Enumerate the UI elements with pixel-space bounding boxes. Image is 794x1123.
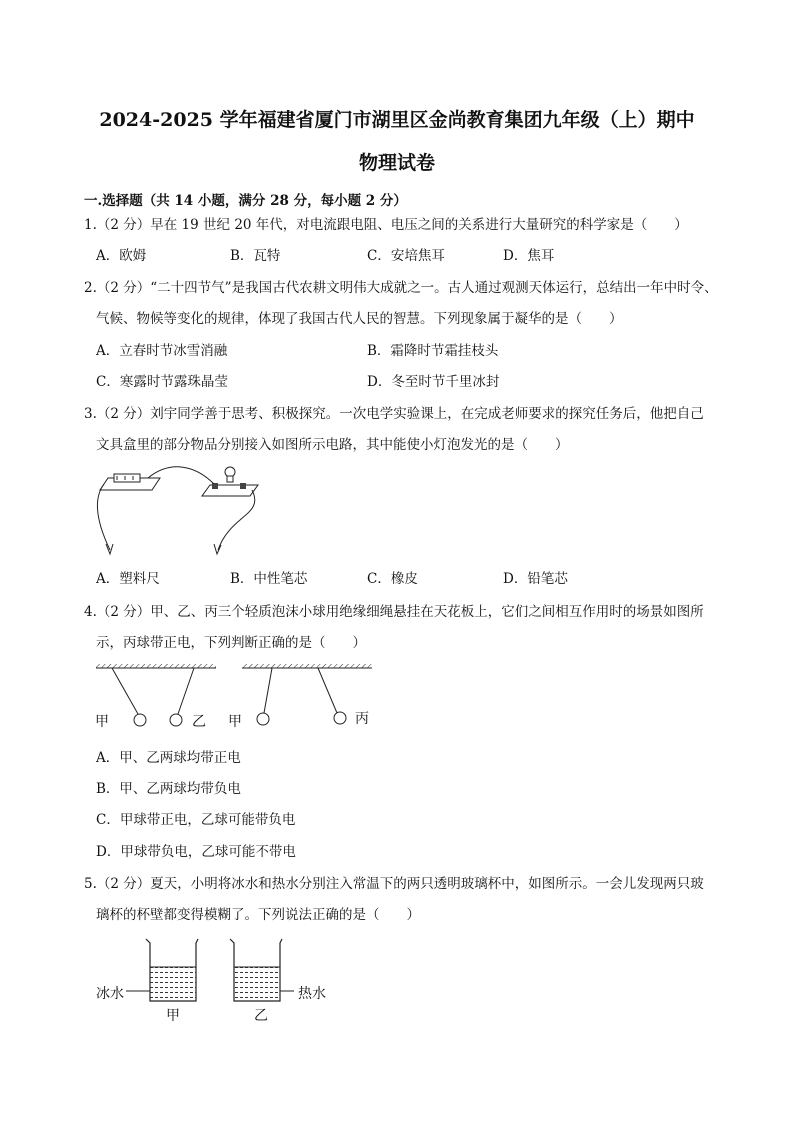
question-3-stem-line2: 文具盒里的部分物品分别接入如图所示电路，其中能使小灯泡发光的是（ ） (96, 437, 569, 453)
question-2-option-b: B．霜降时节霜挂枝头 (367, 343, 499, 359)
question-3-stem-line1: 3.（2 分）刘宇同学善于思考、积极探究。一次电学实验课上，在完成老师要求的探究任务后，他把自己 (84, 406, 704, 422)
question-2-stem-line2: 气候、物候等变化的规律，体现了我国古代人民的智慧。下列现象属于凝华的是（ ） (96, 311, 623, 327)
beaker-label-jia: 甲 (166, 1008, 180, 1024)
question-1-stem: 1.（2 分）早在 19 世纪 20 年代，对电流跟电阻、电压之间的关系进行大量研究的科学家是（ ） (84, 217, 688, 233)
question-4-option-d: D．甲球带负电，乙球可能不带电 (96, 844, 296, 860)
question-4-option-c: C．甲球带正电，乙球可能带负电 (96, 812, 296, 828)
question-2-option-a: A．立春时节冰雪消融 (96, 343, 228, 359)
question-4-stem-line1: 4.（2 分）甲、乙、丙三个轻质泡沫小球用绝缘细绳悬挂在天花板上，它们之间相互作用时的场景如图所 (84, 604, 704, 620)
question-3-option-b: B．中性笔芯 (230, 571, 308, 587)
label-hot-water: 热水 (298, 986, 326, 1002)
ball-label-yi: 乙 (192, 714, 206, 730)
question-1-option-a: A．欧姆 (96, 248, 147, 264)
question-4-stem-line2: 示，丙球带正电，下列判断正确的是（ ） (96, 635, 366, 651)
ball-label-jia-1: 甲 (95, 714, 109, 730)
ball-label-jia-2: 甲 (228, 714, 242, 730)
question-2-option-c: C．寒露时节露珠晶莹 (96, 374, 228, 390)
label-ice-water: 冰水 (96, 986, 124, 1002)
circuit-diagram (90, 460, 270, 565)
question-1-option-b: B．瓦特 (230, 248, 281, 264)
question-1-option-c: C．安培焦耳 (367, 248, 445, 264)
question-3-option-c: C．橡皮 (367, 571, 418, 587)
question-1-option-d: D．焦耳 (503, 248, 555, 264)
question-4-option-b: B．甲、乙两球均带负电 (96, 781, 241, 797)
question-5-stem-line1: 5.（2 分）夏天，小明将冰水和热水分别注入常温下的两只透明玻璃杯中，如图所示。一会儿发现两只玻 (84, 876, 704, 892)
ball-label-bing: 丙 (355, 711, 369, 727)
question-5-stem-line2: 璃杯的杯壁都变得模糊了。下列说法正确的是（ ） (96, 907, 420, 923)
question-4-option-a: A．甲、乙两球均带正电 (96, 750, 241, 766)
page-title: 2024-2025 学年福建省厦门市湖里区金尚教育集团九年级（上）期中 (99, 109, 695, 131)
question-2-stem-line1: 2.（2 分）“二十四节气”是我国古代农耕文明伟大成就之一。古人通过观测天体运行，总结出一年中时令、 (84, 280, 718, 296)
beaker-label-yi: 乙 (254, 1008, 268, 1024)
page-subtitle: 物理试卷 (358, 152, 435, 174)
question-3-option-d: D．铅笔芯 (503, 571, 568, 587)
question-2-option-d: D．冬至时节千里冰封 (367, 374, 500, 390)
beakers-diagram (140, 935, 300, 1010)
section-heading: 一.选择题（共 14 小题，满分 28 分，每小题 2 分） (84, 193, 407, 209)
question-3-option-a: A．塑料尺 (96, 571, 160, 587)
